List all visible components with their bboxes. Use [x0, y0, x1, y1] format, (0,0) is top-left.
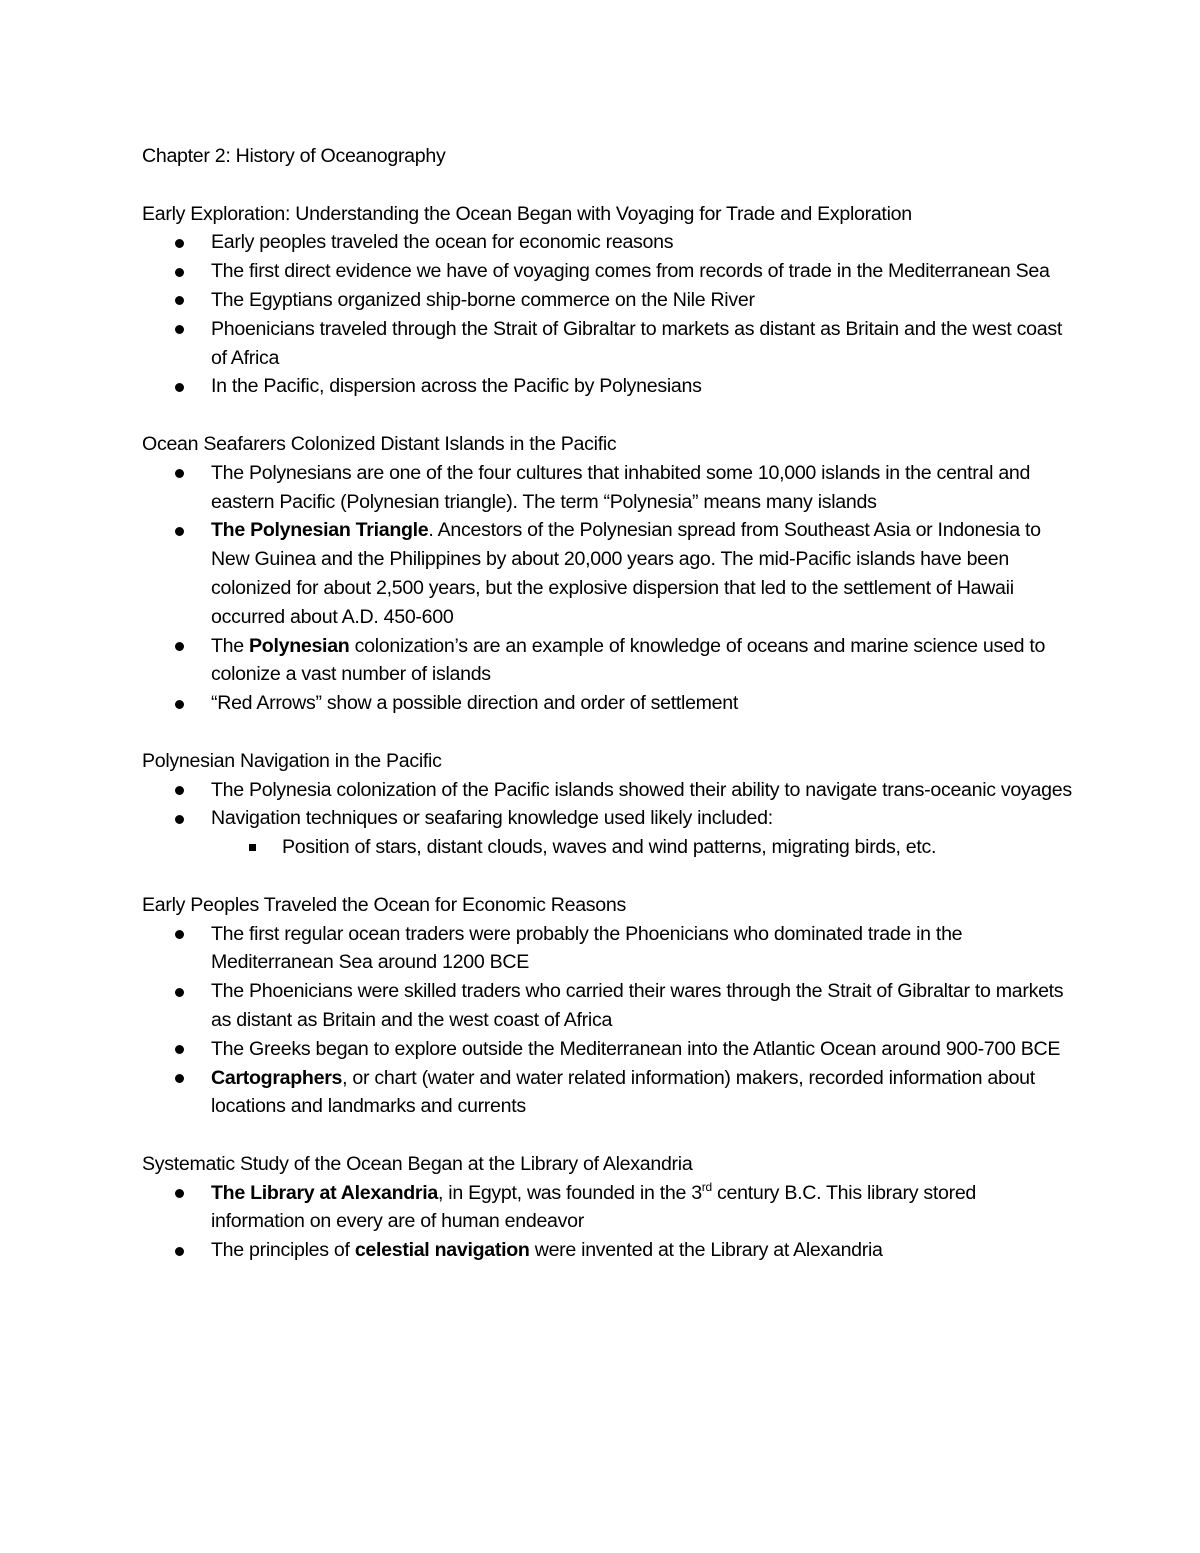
document-title: Chapter 2: History of Oceanography	[142, 145, 446, 167]
list-item-text: colonization’s are an example of knowledge of oceans and marine science used to colonize a vast number of islands	[211, 634, 1046, 686]
list-item	[142, 372, 1072, 401]
document-sections	[142, 200, 1072, 1265]
list-item-bold-text: The Polynesian Triangle	[211, 519, 429, 542]
list-item-text: “Red Arrows” show a possible direction and order of settlement	[211, 692, 739, 715]
section-heading: Polynesian Navigation in the Pacific	[142, 749, 442, 772]
list-item-text: The first regular ocean traders were probably the Phoenicians who dominated trade in the Mediterranean Sea around 1200 BCE	[211, 922, 963, 974]
list-item-text: were invented at the Library at Alexandria	[529, 1239, 883, 1262]
list-item-text: The	[211, 634, 250, 657]
list-item-text: century B.C. This library stored information on every are of human endeavor	[211, 1181, 977, 1233]
list-item	[142, 286, 1072, 315]
bullet-list	[142, 920, 1072, 1122]
section-heading: Ocean Seafarers Colonized Distant Islands in the Pacific	[142, 432, 617, 455]
bullet-list	[142, 776, 1072, 862]
sub-list-item-text: Position of stars, distant clouds, waves and wind patterns, migrating birds, etc.	[282, 836, 937, 859]
list-item	[142, 315, 1072, 373]
bullet-dot-icon	[175, 786, 184, 795]
section-heading: Systematic Study of the Ocean Began at the Library of Alexandria	[142, 1152, 693, 1175]
list-item-bold-text: Cartographers	[211, 1066, 343, 1089]
list-item-superscript: rd	[701, 1179, 712, 1194]
bullet-dot-icon	[175, 268, 184, 277]
list-item	[142, 257, 1072, 286]
bullet-dot-icon	[175, 1074, 184, 1083]
document-body	[142, 142, 1072, 1265]
bullet-dot-icon	[175, 1045, 184, 1054]
list-item-text: The Egyptians organized ship-borne commerce on the Nile River	[211, 288, 755, 311]
bullet-list	[142, 1179, 1072, 1265]
list-item-text: Phoenicians traveled through the Strait of Gibraltar to markets as distant as Britain and the west coast of Africa	[211, 317, 1062, 369]
list-item	[142, 920, 1072, 978]
list-item-text: The Polynesians are one of the four cultures that inhabited some 10,000 islands in the central and eastern Pacific (Polynesian triangle). The term “Polynesia” means many islands	[211, 461, 1031, 513]
list-item-text: The Phoenicians were skilled traders who carried their wares through the Strait of Gibraltar to markets as distant as Britain and the west coast of Africa	[211, 980, 1064, 1031]
bullet-dot-icon	[175, 239, 184, 248]
bullet-dot-icon	[175, 469, 184, 478]
list-item	[142, 977, 1072, 1035]
list-item-text: Navigation techniques or seafaring knowledge used likely included:	[211, 807, 773, 830]
square-bullet-icon	[249, 844, 256, 851]
bullet-list	[142, 459, 1072, 718]
bullet-dot-icon	[175, 1189, 184, 1198]
section-heading: Early Peoples Traveled the Ocean for Economic Reasons	[142, 893, 626, 916]
list-item	[142, 689, 1072, 718]
section	[142, 430, 1072, 718]
bullet-dot-icon	[175, 1247, 184, 1256]
list-item-text: The Polynesia colonization of the Pacific islands showed their ability to navigate trans-oceanic voyages	[211, 778, 1072, 801]
bullet-list	[142, 228, 1072, 401]
list-item-bold-text: The Library at Alexandria	[211, 1181, 438, 1204]
list-item	[142, 1035, 1072, 1064]
list-item	[142, 459, 1072, 517]
section	[142, 200, 1072, 402]
bullet-dot-icon	[175, 930, 184, 939]
list-item	[142, 228, 1072, 257]
list-item	[142, 804, 1072, 862]
bullet-dot-icon	[175, 815, 184, 824]
sub-list-item	[211, 833, 1072, 862]
bullet-dot-icon	[175, 527, 184, 536]
list-item	[142, 632, 1072, 690]
list-item	[142, 1236, 1072, 1265]
list-item-text: . Ancestors of the Polynesian spread from Southeast Asia or Indonesia to New Guinea and the Philippines by about 20,000 years ago. The mid-Pacific islands have been colonized for about 2,500 years, but the explosive dispersion that led to the settlement of Hawaii occurred about A.D. 450-600	[211, 519, 1041, 628]
list-item	[142, 1179, 1072, 1237]
list-item	[142, 1064, 1072, 1122]
list-item-text: The first direct evidence we have of voyaging comes from records of trade in the Mediterranean Sea	[211, 260, 1050, 283]
list-item-text: The principles of	[211, 1239, 355, 1262]
list-item-bold-text: celestial navigation	[354, 1239, 530, 1262]
list-item-text: The Greeks began to explore outside the Mediterranean into the Atlantic Ocean around 900-700 BCE	[211, 1037, 1061, 1060]
list-item-text: , in Egypt, was founded in the 3	[437, 1181, 702, 1204]
section	[142, 747, 1072, 862]
list-item-text: In the Pacific, dispersion across the Pacific by Polynesians	[211, 375, 702, 398]
section-heading: Early Exploration: Understanding the Ocean Began with Voyaging for Trade and Exploration	[142, 202, 912, 225]
bullet-dot-icon	[175, 325, 184, 334]
sub-bullet-list	[211, 833, 1072, 862]
list-item-text: , or chart (water and water related information) makers, recorded information about locations and landmarks and currents	[211, 1066, 1035, 1118]
list-item-text: Early peoples traveled the ocean for economic reasons	[211, 231, 674, 254]
list-item	[142, 776, 1072, 805]
list-item	[142, 516, 1072, 631]
bullet-dot-icon	[175, 642, 184, 651]
bullet-dot-icon	[175, 296, 184, 305]
section	[142, 1150, 1072, 1265]
bullet-dot-icon	[175, 383, 184, 392]
bullet-dot-icon	[175, 988, 184, 997]
section	[142, 891, 1072, 1121]
list-item-bold-text: Polynesian	[249, 634, 350, 657]
bullet-dot-icon	[175, 700, 184, 709]
